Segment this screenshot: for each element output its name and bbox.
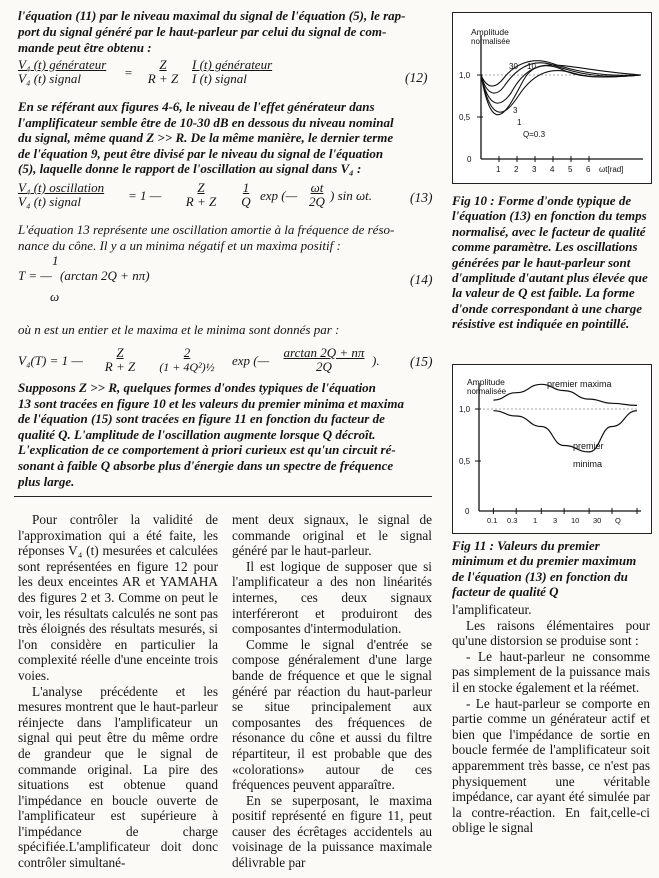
eq12-number: (12) <box>405 70 428 85</box>
para5-line: Supposons Z >> R, quelques formes d'ondes typiques de l'équation <box>18 380 376 395</box>
fig10-xtick-label: 3 <box>532 165 537 174</box>
eq15-c-den: 2Q <box>316 359 332 374</box>
fig11-caption: Fig 11 : Valeurs du premier minimum et du premier maximum de l'équation (13) en fonction du facteur de qualité Q <box>452 538 637 600</box>
eq12-lhs-num: V₄ (t) générateur <box>18 57 107 72</box>
col2-paragraph: En se superposant, le maxima positif représenté en figure 11, peut causer des écrêtages accidentels au voisinage de la puissance maximale délivrable par <box>232 792 432 871</box>
para2-line: En se référant aux figures 4-6, le niveau de l'effet générateur dans <box>18 99 375 114</box>
eq13-lhs <box>18 181 104 209</box>
para-5 <box>18 380 438 489</box>
fig11-xtick-label: 0.3 <box>507 516 518 525</box>
para-2 <box>18 99 438 177</box>
fig11-ylabel: normalisée <box>467 387 507 396</box>
eq12-equals: = <box>124 65 133 80</box>
para2-line: du signal, même quand Z >> R. De la même manière, le dernier terme <box>18 130 394 145</box>
para-4: où n est un entier et le maxima et le minima sont donnés par : <box>18 322 340 337</box>
eq12-lhs-den: V₄ (t) signal <box>18 71 82 86</box>
fig10-plot <box>453 13 651 183</box>
eq15-b-num: 2 <box>183 345 191 360</box>
eq13-number: (13) <box>410 190 433 205</box>
eq14-lhs: T = — <box>18 268 52 283</box>
fig11-label-max: premier maxima <box>547 379 612 389</box>
fig11-ytick-label: 0 <box>465 507 470 516</box>
col3-paragraph: - Le haut-parleur ne consomme pas simplement de la puissance mais il en stocke également et la réémet. <box>452 648 650 695</box>
fig11-xtick-label: 3 <box>553 516 558 525</box>
intro-line: mande peut être obtenu : <box>18 40 152 55</box>
fig10-ytick-label: 0 <box>467 155 472 164</box>
eq13-lhs-den: V₄ (t) signal <box>18 194 82 209</box>
column-1 <box>18 512 218 871</box>
fig11-xtick-label: 10 <box>571 516 580 525</box>
eq13-exp: exp (— <box>260 188 298 203</box>
fig10-xtick-label: 6 <box>586 165 591 174</box>
fig10-ylabel: Amplitude <box>471 27 509 37</box>
fig11-xtick-label: Q <box>615 516 621 525</box>
eq13-lhs-num: V₄ (t) oscillation <box>18 180 105 195</box>
col1-paragraph: L'analyse précédente et les mesures montrent que le haut-parleur réinjecte dans l'amplificateur un signal qui peut être du même ordre de grandeur que le signal de commande original. La pire des situations est obtenue quand l'impédance en boucle ouverte de l'amplificateur est supérieure à l'impédance de charge spécifiée.L'amplificateur doit donc contrôler simultané- <box>18 683 218 871</box>
fig11-xtick-label: 30 <box>593 516 602 525</box>
eq15-tail: ). <box>372 353 380 368</box>
eq15-c <box>276 346 372 374</box>
fig10-xtick-label: 4 <box>550 165 555 174</box>
fig11-ylabel: Amplitude <box>467 377 505 387</box>
fig10-xunit: ωt[rad] <box>599 165 624 174</box>
intro-text <box>18 8 438 56</box>
eq13-w-num: ωt <box>310 180 324 195</box>
para2-line: de l'équation 9, peut être divisé par le niveau du signal de l'équation <box>18 145 384 161</box>
fig10-curve-label: 1 <box>517 118 522 127</box>
fig11-xtick-label: 1 <box>533 516 538 525</box>
para5-line: de l'équation (15) sont tracées en figure 11 en fonction du facteur de <box>18 411 385 427</box>
eq13-z <box>178 181 224 209</box>
eq14-expr: (arctan 2Q + nπ) <box>60 268 150 283</box>
eq12-rhs-num: I (t) générateur <box>192 57 273 72</box>
eq15-b <box>148 346 226 374</box>
eq15-number: (15) <box>410 354 433 369</box>
figure-11 <box>452 364 652 534</box>
para5-line: L'explication de ce comportement à priori curieux est qu'un circuit ré- <box>18 442 396 458</box>
fig10-curve-label: Q=0.3 <box>523 130 546 139</box>
intro-line: port du signal généré par le haut-parleur par celui du signal de com- <box>18 24 387 39</box>
eq15-z-den: R + Z <box>104 359 136 374</box>
column-3 <box>452 602 650 836</box>
fig11-ytick-label: 0,5 <box>459 457 471 466</box>
para3-line: nance du cône. Il y a un minima négatif et un maxima positif : <box>18 237 341 253</box>
fig10-curve-label: 3 <box>513 106 518 115</box>
col2-paragraph: ment deux signaux, le signal de commande original et le signal généré par le haut-parleur. <box>232 512 432 559</box>
eq13-q <box>238 181 254 209</box>
column-2 <box>232 512 432 871</box>
eq14-num: 1 <box>52 253 59 268</box>
eq13-tail: ) sin ωt. <box>330 188 373 203</box>
eq14-den: ω <box>50 289 60 304</box>
eq13-w-den: 2Q <box>309 194 325 209</box>
eq13-w <box>306 181 328 209</box>
eq15-z-num: Z <box>116 345 124 360</box>
para5-line: qualité Q. L'amplitude de l'oscillation augmente lorsque Q décroît. <box>18 426 376 442</box>
col2-paragraph: Comme le signal d'entrée se compose généralement d'une large bande de fréquence et que le signal généré par réaction du haut-parleur se situe principalement aux composantes des fréquences de résonance du cône et aussi du filtre répartiteur, il est probable que des «colorations» autour de ces fréquences peuvent apparaître. <box>232 636 432 793</box>
eq13-q-num: 1 <box>242 180 250 195</box>
eq12-lhs <box>18 58 106 86</box>
figure-10 <box>452 12 652 184</box>
fig10-curve-label: 10 <box>527 62 536 71</box>
intro-line: l'équation (11) par le niveau maximal du signal de l'équation (5), le rap- <box>18 8 406 23</box>
fig10-ylabel: normalisée <box>471 37 511 46</box>
eq12-rhs <box>192 58 272 86</box>
eq13-q-den: Q <box>241 194 251 209</box>
fig11-ytick-label: 1,0 <box>459 405 471 414</box>
para5-line: 13 sont tracées en figure 10 et les valeurs du premier minima et maxima <box>18 395 405 411</box>
para2-line: l'amplificateur semble être de 10-30 dB en dessous du niveau nominal <box>18 114 394 130</box>
para-3 <box>18 222 438 253</box>
eq13-z-den: R + Z <box>185 194 217 209</box>
eq12-mid-den: R + Z <box>147 71 179 86</box>
fig10-ytick-label: 0,5 <box>459 113 471 122</box>
fig10-xtick-label: 5 <box>568 165 573 174</box>
eq15-z <box>98 346 142 374</box>
fig11-label-min: minima <box>573 459 603 469</box>
eq12-mid <box>140 58 186 86</box>
para3-line: L'équation 13 représente une oscillation amortie à la fréquence de réso- <box>18 222 395 237</box>
fig10-curve-label: 30 <box>509 62 518 71</box>
eq15-exp: exp (— <box>232 353 270 368</box>
col3-paragraph: Les raisons élémentaires pour qu'une distorsion se produise sont : <box>452 617 650 649</box>
fig10-caption: Fig 10 : Forme d'onde typique de l'équation (13) en fonction du temps normalisé, avec le facteur de qualité comme paramètre. Les oscillations générées par le haut-parleur sont d'amplitude d'autant plus élevée que la valeur de Q est faible. La forme d'onde correspondant à une charge résistive est indiquée en pointillé. <box>452 193 648 332</box>
eq15-lhs: V₄(T) = 1 — <box>18 353 83 368</box>
fig10-xtick-label: 1 <box>496 165 501 174</box>
fig10-xtick-label: 2 <box>514 165 519 174</box>
fig11-label-min: premier <box>573 441 604 451</box>
para5-line: sonant à faible Q absorbe plus d'énergie dans un spectre de fréquence <box>18 457 394 473</box>
col1-paragraph: Pour contrôler la validité de l'approximation qui a été faite, les réponses V₄ (t) mesurées et calculées sont représentées en figure 12 pour les deux enceintes AR et YAMAHA des figures 2 et 3. Comme on peut le voir, les résultats calculés ne sont pas très éloignés des résultats mesurés, si l'on considère en particulier la complexité réelle d'une enceinte trois voies. <box>18 512 218 683</box>
col2-paragraph: Il est logique de supposer que si l'amplificateur a des non linéarités internes, ces deux signaux interféreront et produiront des composantes d'intermodulation. <box>232 558 432 637</box>
eq15-b-den: (1 + 4Q²)½ <box>159 360 215 374</box>
fig10-ytick-label: 1,0 <box>459 71 471 80</box>
eq13-z-num: Z <box>197 180 205 195</box>
fig11-plot <box>453 365 651 533</box>
col3-paragraph: l'amplificateur. <box>452 602 532 617</box>
eq12-rhs-den: I (t) signal <box>192 71 247 86</box>
eq12-mid-num: Z <box>159 57 167 72</box>
eq15-c-num: arctan 2Q + nπ <box>283 345 365 360</box>
eq13-one: = 1 — <box>128 188 162 203</box>
fig11-xtick-label: 0.1 <box>487 516 498 525</box>
para5-line: plus large. <box>18 473 75 489</box>
eq14-number: (14) <box>410 272 433 287</box>
para2-line: (5), laquelle donne le rapport de l'oscillation au signal dans V₄ : <box>18 161 362 176</box>
section-divider <box>14 496 432 497</box>
col3-paragraph: - Le haut-parleur se comporte en partie comme un générateur actif et bien que l'impédance de sortie en boucle fermée de l'amplificateur soit apparemment très basse, ce n'est pas physiquement une véritable impédance, car ayant été simulée par la contre-réaction. En fait,celle-ci oblige le signal <box>452 695 650 836</box>
